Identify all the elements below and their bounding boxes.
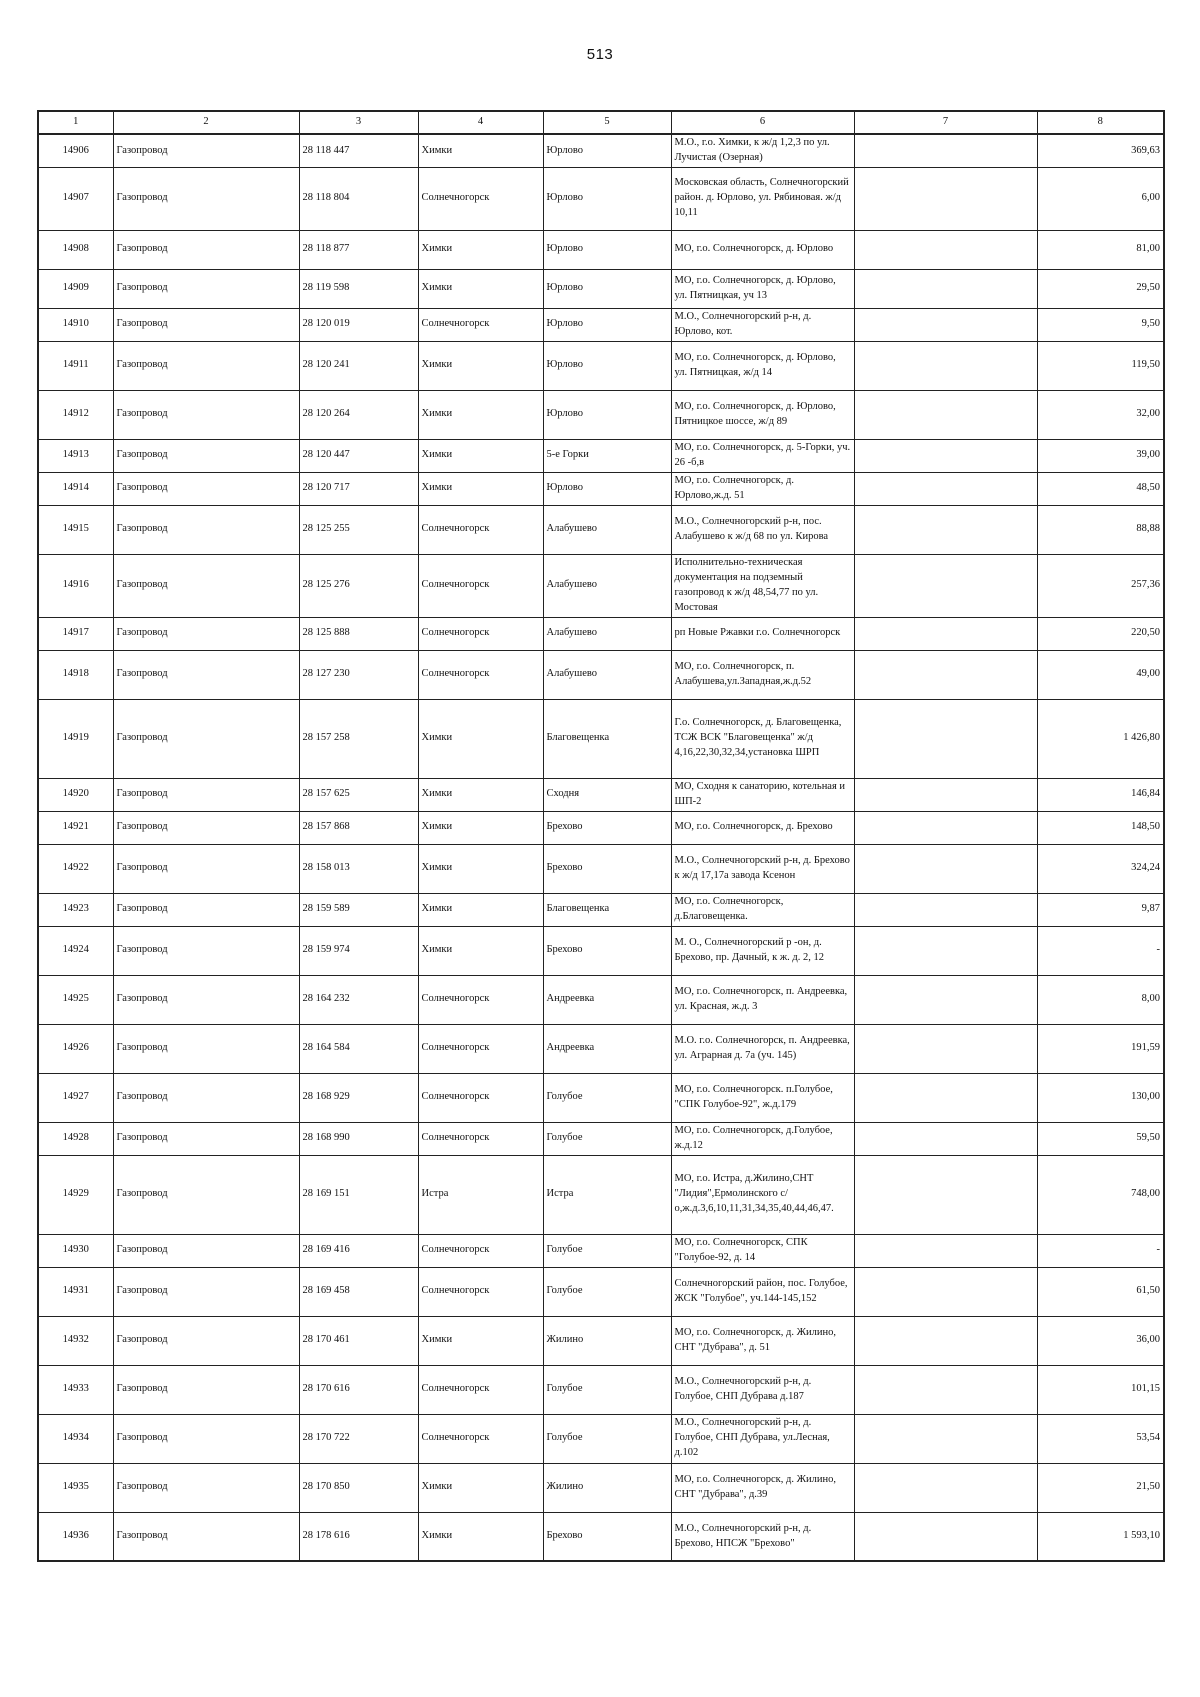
cell-note (854, 1122, 1037, 1155)
cell-code: 28 125 255 (299, 505, 418, 554)
cell-length: 29,50 (1037, 269, 1164, 308)
cell-code: 28 170 616 (299, 1365, 418, 1414)
cell-district: Солнечногорск (418, 1365, 543, 1414)
cell-district: Солнечногорск (418, 1122, 543, 1155)
table-row (38, 844, 1164, 893)
cell-district: Химки (418, 439, 543, 472)
table-row (38, 1024, 1164, 1073)
cell-length: 48,50 (1037, 472, 1164, 505)
cell-object-type: Газопровод (113, 554, 299, 617)
cell-number: 14908 (38, 230, 113, 269)
cell-code: 28 118 804 (299, 167, 418, 230)
cell-district: Солнечногорск (418, 1234, 543, 1267)
table-row (38, 1463, 1164, 1512)
table-row (38, 1073, 1164, 1122)
cell-number: 14926 (38, 1024, 113, 1073)
cell-locality: Юрлово (543, 269, 671, 308)
cell-district: Химки (418, 472, 543, 505)
cell-locality: Голубое (543, 1414, 671, 1463)
cell-district: Химки (418, 893, 543, 926)
cell-length: 81,00 (1037, 230, 1164, 269)
cell-note (854, 1267, 1037, 1316)
cell-code: 28 125 888 (299, 617, 418, 650)
cell-district: Химки (418, 269, 543, 308)
table-row (38, 1414, 1164, 1463)
cell-object-type: Газопровод (113, 1365, 299, 1414)
cell-note (854, 505, 1037, 554)
cell-length: 36,00 (1037, 1316, 1164, 1365)
cell-locality: Брехово (543, 811, 671, 844)
cell-object-type: Газопровод (113, 699, 299, 778)
cell-code: 28 120 447 (299, 439, 418, 472)
cell-code: 28 169 458 (299, 1267, 418, 1316)
cell-number: 14928 (38, 1122, 113, 1155)
page-number: 513 (586, 46, 614, 63)
table-row (38, 1155, 1164, 1234)
table-row (38, 1512, 1164, 1561)
cell-number: 14907 (38, 167, 113, 230)
cell-note (854, 699, 1037, 778)
cell-note (854, 167, 1037, 230)
cell-address: МО, г.о. Солнечногорск, д. Брехово (671, 811, 854, 844)
table-row (38, 975, 1164, 1024)
cell-object-type: Газопровод (113, 893, 299, 926)
cell-length: 1 426,80 (1037, 699, 1164, 778)
cell-number: 14916 (38, 554, 113, 617)
cell-address: М.О., Солнечногорский р-н, пос. Алабушево к ж/д 68 по ул. Кирова (671, 505, 854, 554)
cell-locality: Благовещенка (543, 699, 671, 778)
cell-address: МО, г.о. Солнечногорск, д. Жилино, СНТ "Дубрава", д. 51 (671, 1316, 854, 1365)
cell-code: 28 170 722 (299, 1414, 418, 1463)
cell-object-type: Газопровод (113, 844, 299, 893)
cell-address: МО, г.о. Истра, д.Жилино,СНТ "Лидия",Ермолинского с/о,ж.д.3,6,10,11,31,34,35,40,44,46,47. (671, 1155, 854, 1234)
cell-district: Солнечногорск (418, 505, 543, 554)
cell-note (854, 134, 1037, 167)
cell-number: 14923 (38, 893, 113, 926)
column-header-6: 6 (671, 111, 854, 134)
cell-object-type: Газопровод (113, 1414, 299, 1463)
cell-code: 28 120 717 (299, 472, 418, 505)
cell-number: 14932 (38, 1316, 113, 1365)
cell-locality: Брехово (543, 926, 671, 975)
table-row (38, 167, 1164, 230)
table-row (38, 341, 1164, 390)
cell-number: 14922 (38, 844, 113, 893)
cell-note (854, 269, 1037, 308)
cell-locality: Андреевка (543, 975, 671, 1024)
cell-length: - (1037, 926, 1164, 975)
cell-note (854, 893, 1037, 926)
table-row (38, 554, 1164, 617)
cell-district: Солнечногорск (418, 1073, 543, 1122)
column-header-4: 4 (418, 111, 543, 134)
cell-address: МО, г.о. Солнечногорск, д.Голубое, ж.д.12 (671, 1122, 854, 1155)
cell-code: 28 170 850 (299, 1463, 418, 1512)
cell-address: МО, г.о. Солнечногорск, д. Юрлово, ул. Пятницкая, уч 13 (671, 269, 854, 308)
cell-number: 14920 (38, 778, 113, 811)
cell-code: 28 168 990 (299, 1122, 418, 1155)
cell-locality: Алабушево (543, 617, 671, 650)
cell-number: 14913 (38, 439, 113, 472)
cell-object-type: Газопровод (113, 505, 299, 554)
cell-address: МО, г.о. Солнечногорск, д. Жилино, СНТ "Дубрава", д.39 (671, 1463, 854, 1512)
cell-length: 61,50 (1037, 1267, 1164, 1316)
cell-number: 14918 (38, 650, 113, 699)
cell-code: 28 120 264 (299, 390, 418, 439)
cell-number: 14909 (38, 269, 113, 308)
cell-object-type: Газопровод (113, 650, 299, 699)
cell-address: МО, г.о. Солнечногорск, д. Юрлово, Пятницкое шоссе, ж/д 89 (671, 390, 854, 439)
cell-district: Солнечногорск (418, 1267, 543, 1316)
cell-number: 14935 (38, 1463, 113, 1512)
cell-number: 14910 (38, 308, 113, 341)
cell-locality: Истра (543, 1155, 671, 1234)
cell-note (854, 308, 1037, 341)
cell-address: МО, г.о. Солнечногорск, д. Юрлово, ул. Пятницкая, ж/д 14 (671, 341, 854, 390)
cell-note (854, 439, 1037, 472)
cell-address: МО, г.о. Солнечногорск, п. Алабушева,ул.Западная,ж.д.52 (671, 650, 854, 699)
cell-address: МО, г.о. Солнечногорск, п. Андреевка, ул. Красная, ж.д. 3 (671, 975, 854, 1024)
cell-note (854, 778, 1037, 811)
cell-length: 257,36 (1037, 554, 1164, 617)
cell-address: Г.о. Солнечногорск, д. Благовещенка, ТСЖ ВСК "Благовещенка" ж/д 4,16,22,30,32,34,установка ШРП (671, 699, 854, 778)
table-row (38, 926, 1164, 975)
cell-object-type: Газопровод (113, 1234, 299, 1267)
cell-length: 88,88 (1037, 505, 1164, 554)
cell-address: МО, Сходня к санаторию, котельная и ШП-2 (671, 778, 854, 811)
cell-length: 53,54 (1037, 1414, 1164, 1463)
cell-address: МО, г.о. Солнечногорск, д. Юрлово,ж.д. 51 (671, 472, 854, 505)
cell-district: Химки (418, 699, 543, 778)
cell-object-type: Газопровод (113, 1463, 299, 1512)
cell-locality: Жилино (543, 1463, 671, 1512)
cell-length: 130,00 (1037, 1073, 1164, 1122)
cell-address: М.О., Солнечногорский р-н, д. Брехово, НПСЖ "Брехово" (671, 1512, 854, 1561)
cell-note (854, 975, 1037, 1024)
cell-note (854, 1463, 1037, 1512)
cell-locality: Юрлово (543, 390, 671, 439)
table-row (38, 308, 1164, 341)
cell-object-type: Газопровод (113, 134, 299, 167)
table-row (38, 269, 1164, 308)
cell-length: 9,50 (1037, 308, 1164, 341)
cell-note (854, 341, 1037, 390)
cell-number: 14929 (38, 1155, 113, 1234)
cell-locality: Юрлово (543, 167, 671, 230)
cell-number: 14912 (38, 390, 113, 439)
cell-locality: Голубое (543, 1267, 671, 1316)
cell-code: 28 164 232 (299, 975, 418, 1024)
cell-code: 28 157 868 (299, 811, 418, 844)
cell-number: 14917 (38, 617, 113, 650)
cell-note (854, 472, 1037, 505)
table-row (38, 230, 1164, 269)
cell-length: 59,50 (1037, 1122, 1164, 1155)
cell-object-type: Газопровод (113, 472, 299, 505)
cell-code: 28 168 929 (299, 1073, 418, 1122)
table-row (38, 699, 1164, 778)
cell-object-type: Газопровод (113, 1155, 299, 1234)
table-row (38, 893, 1164, 926)
column-header-5: 5 (543, 111, 671, 134)
cell-number: 14915 (38, 505, 113, 554)
cell-code: 28 127 230 (299, 650, 418, 699)
cell-code: 28 120 241 (299, 341, 418, 390)
cell-address: Исполнительно-техническая документация на подземный газопровод к ж/д 48,54,77 по ул. Мостовая (671, 554, 854, 617)
cell-locality: Голубое (543, 1365, 671, 1414)
cell-address: М.О., Солнечногорский р-н, д. Юрлово, кот. (671, 308, 854, 341)
cell-object-type: Газопровод (113, 811, 299, 844)
cell-length: 748,00 (1037, 1155, 1164, 1234)
cell-district: Химки (418, 1316, 543, 1365)
cell-locality: Юрлово (543, 134, 671, 167)
cell-note (854, 1512, 1037, 1561)
cell-length: 220,50 (1037, 617, 1164, 650)
cell-note (854, 844, 1037, 893)
column-header-8: 8 (1037, 111, 1164, 134)
cell-locality: Алабушево (543, 554, 671, 617)
cell-locality: Сходня (543, 778, 671, 811)
table-row (38, 1267, 1164, 1316)
cell-address: М. О., Солнечногорский р -он, д. Брехово, пр. Дачный, к ж. д. 2, 12 (671, 926, 854, 975)
cell-district: Химки (418, 1512, 543, 1561)
column-header-2: 2 (113, 111, 299, 134)
table-row (38, 811, 1164, 844)
cell-code: 28 164 584 (299, 1024, 418, 1073)
table-row (38, 390, 1164, 439)
cell-object-type: Газопровод (113, 341, 299, 390)
cell-length: 39,00 (1037, 439, 1164, 472)
cell-address: МО, г.о. Солнечногорск, д.Благовещенка. (671, 893, 854, 926)
cell-object-type: Газопровод (113, 1122, 299, 1155)
cell-code: 28 118 447 (299, 134, 418, 167)
cell-object-type: Газопровод (113, 1316, 299, 1365)
cell-length: 49,00 (1037, 650, 1164, 699)
cell-code: 28 119 598 (299, 269, 418, 308)
cell-note (854, 1155, 1037, 1234)
cell-note (854, 1414, 1037, 1463)
cell-number: 14914 (38, 472, 113, 505)
cell-note (854, 926, 1037, 975)
cell-length: 6,00 (1037, 167, 1164, 230)
cell-district: Солнечногорск (418, 1024, 543, 1073)
cell-length: 8,00 (1037, 975, 1164, 1024)
cell-object-type: Газопровод (113, 390, 299, 439)
table-row (38, 1122, 1164, 1155)
cell-address: М.О. г.о. Солнечногорск, п. Андреевка, ул. Аграрная д. 7а (уч. 145) (671, 1024, 854, 1073)
cell-locality: Андреевка (543, 1024, 671, 1073)
cell-address: рп Новые Ржавки г.о. Солнечногорск (671, 617, 854, 650)
cell-district: Химки (418, 844, 543, 893)
cell-object-type: Газопровод (113, 1267, 299, 1316)
table-row (38, 134, 1164, 167)
cell-note (854, 1073, 1037, 1122)
cell-locality: Алабушево (543, 505, 671, 554)
cell-number: 14930 (38, 1234, 113, 1267)
cell-address: М.О., Солнечногорский р-н, д. Голубое, СНП Дубрава д.187 (671, 1365, 854, 1414)
cell-length: 369,63 (1037, 134, 1164, 167)
cell-district: Химки (418, 926, 543, 975)
cell-locality: Голубое (543, 1122, 671, 1155)
cell-district: Химки (418, 1463, 543, 1512)
cell-note (854, 811, 1037, 844)
table-row (38, 617, 1164, 650)
cell-note (854, 617, 1037, 650)
cell-locality: Брехово (543, 1512, 671, 1561)
cell-object-type: Газопровод (113, 1512, 299, 1561)
table-row (38, 472, 1164, 505)
cell-number: 14934 (38, 1414, 113, 1463)
cell-district: Химки (418, 134, 543, 167)
table-row (38, 505, 1164, 554)
registry-table (37, 110, 1165, 1562)
cell-code: 28 120 019 (299, 308, 418, 341)
cell-note (854, 390, 1037, 439)
cell-locality: 5-е Горки (543, 439, 671, 472)
cell-number: 14919 (38, 699, 113, 778)
cell-district: Химки (418, 341, 543, 390)
cell-length: 191,59 (1037, 1024, 1164, 1073)
cell-locality: Брехово (543, 844, 671, 893)
cell-length: 146,84 (1037, 778, 1164, 811)
table-row (38, 1316, 1164, 1365)
cell-code: 28 169 416 (299, 1234, 418, 1267)
cell-object-type: Газопровод (113, 308, 299, 341)
cell-number: 14933 (38, 1365, 113, 1414)
table-body (38, 134, 1164, 1561)
column-header-7: 7 (854, 111, 1037, 134)
cell-object-type: Газопровод (113, 1073, 299, 1122)
cell-object-type: Газопровод (113, 1024, 299, 1073)
cell-note (854, 1024, 1037, 1073)
cell-note (854, 650, 1037, 699)
cell-code: 28 159 974 (299, 926, 418, 975)
cell-note (854, 1365, 1037, 1414)
cell-district: Химки (418, 778, 543, 811)
cell-object-type: Газопровод (113, 439, 299, 472)
cell-code: 28 125 276 (299, 554, 418, 617)
cell-locality: Юрлово (543, 230, 671, 269)
cell-code: 28 157 258 (299, 699, 418, 778)
cell-locality: Голубое (543, 1073, 671, 1122)
cell-length: 21,50 (1037, 1463, 1164, 1512)
cell-address: М.О., г.о. Химки, к ж/д 1,2,3 по ул. Лучистая (Озерная) (671, 134, 854, 167)
cell-locality: Голубое (543, 1234, 671, 1267)
cell-district: Химки (418, 390, 543, 439)
cell-note (854, 554, 1037, 617)
cell-length: 32,00 (1037, 390, 1164, 439)
cell-length: 148,50 (1037, 811, 1164, 844)
cell-address: МО, г.о. Солнечногорск, СПК "Голубое-92, д. 14 (671, 1234, 854, 1267)
cell-district: Солнечногорск (418, 975, 543, 1024)
cell-number: 14925 (38, 975, 113, 1024)
cell-code: 28 158 013 (299, 844, 418, 893)
cell-locality: Юрлово (543, 308, 671, 341)
cell-locality: Жилино (543, 1316, 671, 1365)
cell-district: Солнечногорск (418, 617, 543, 650)
cell-address: МО, г.о. Солнечногорск, д. 5-Горки, уч. 26 -б,в (671, 439, 854, 472)
cell-address: МО, г.о. Солнечногорск, д. Юрлово (671, 230, 854, 269)
table-row (38, 1234, 1164, 1267)
cell-object-type: Газопровод (113, 230, 299, 269)
cell-number: 14906 (38, 134, 113, 167)
cell-code: 28 169 151 (299, 1155, 418, 1234)
cell-district: Химки (418, 811, 543, 844)
column-header-1: 1 (38, 111, 113, 134)
cell-address: МО, г.о. Солнечногорск. п.Голубое, "СПК Голубое-92", ж.д.179 (671, 1073, 854, 1122)
cell-district: Солнечногорск (418, 308, 543, 341)
cell-length: 324,24 (1037, 844, 1164, 893)
cell-district: Солнечногорск (418, 650, 543, 699)
cell-length: 1 593,10 (1037, 1512, 1164, 1561)
cell-locality: Юрлово (543, 472, 671, 505)
cell-code: 28 157 625 (299, 778, 418, 811)
cell-locality: Алабушево (543, 650, 671, 699)
cell-code: 28 159 589 (299, 893, 418, 926)
cell-object-type: Газопровод (113, 926, 299, 975)
cell-number: 14911 (38, 341, 113, 390)
column-header-3: 3 (299, 111, 418, 134)
cell-object-type: Газопровод (113, 269, 299, 308)
cell-length: 101,15 (1037, 1365, 1164, 1414)
cell-note (854, 1234, 1037, 1267)
cell-object-type: Газопровод (113, 617, 299, 650)
cell-district: Химки (418, 230, 543, 269)
cell-note (854, 1316, 1037, 1365)
cell-district: Солнечногорск (418, 554, 543, 617)
cell-code: 28 170 461 (299, 1316, 418, 1365)
table-row (38, 1365, 1164, 1414)
cell-object-type: Газопровод (113, 778, 299, 811)
cell-district: Солнечногорск (418, 167, 543, 230)
cell-length: - (1037, 1234, 1164, 1267)
cell-note (854, 230, 1037, 269)
table-header-row (38, 111, 1164, 134)
cell-code: 28 178 616 (299, 1512, 418, 1561)
cell-district: Истра (418, 1155, 543, 1234)
cell-address: Солнечногорский район, пос. Голубое, ЖСК "Голубое", уч.144-145,152 (671, 1267, 854, 1316)
cell-code: 28 118 877 (299, 230, 418, 269)
cell-address: М.О., Солнечногорский р-н, д. Голубое, СНП Дубрава, ул.Лесная, д.102 (671, 1414, 854, 1463)
cell-object-type: Газопровод (113, 975, 299, 1024)
cell-number: 14927 (38, 1073, 113, 1122)
cell-address: М.О., Солнечногорский р-н, д. Брехово к ж/д 17,17а завода Ксенон (671, 844, 854, 893)
cell-locality: Благовещенка (543, 893, 671, 926)
table-row (38, 439, 1164, 472)
cell-district: Солнечногорск (418, 1414, 543, 1463)
cell-locality: Юрлово (543, 341, 671, 390)
table-row (38, 778, 1164, 811)
cell-address: Московская область, Солнечногорский район. д. Юрлово, ул. Рябиновая. ж/д 10,11 (671, 167, 854, 230)
table-row (38, 650, 1164, 699)
cell-object-type: Газопровод (113, 167, 299, 230)
cell-number: 14921 (38, 811, 113, 844)
cell-length: 119,50 (1037, 341, 1164, 390)
cell-number: 14924 (38, 926, 113, 975)
cell-number: 14931 (38, 1267, 113, 1316)
cell-number: 14936 (38, 1512, 113, 1561)
cell-length: 9,87 (1037, 893, 1164, 926)
